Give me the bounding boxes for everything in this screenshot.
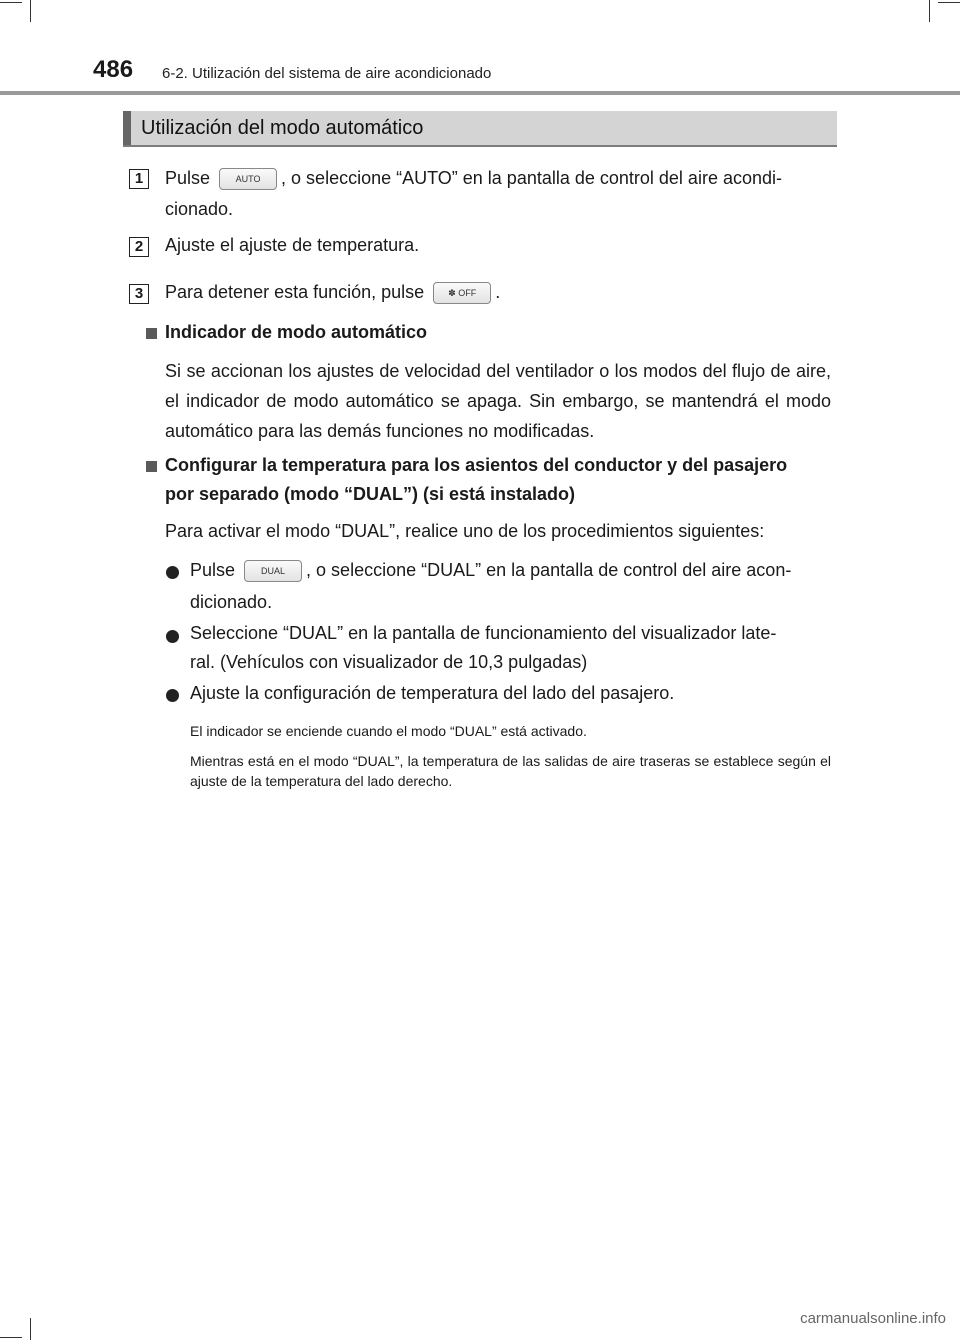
round-bullet-icon bbox=[166, 630, 179, 643]
section-title-accent bbox=[123, 111, 131, 145]
fan-off-button-icon: ✽ OFF bbox=[433, 282, 491, 304]
step-number-1: 1 bbox=[129, 169, 149, 189]
page-number: 486 bbox=[93, 56, 134, 83]
round-bullet-icon bbox=[166, 689, 179, 702]
crop-mark bbox=[0, 2, 22, 3]
dual-bullet-1-continuation: dicionado. bbox=[190, 592, 273, 612]
square-bullet-icon bbox=[146, 328, 157, 339]
step-1-post: , o seleccione “AUTO” en la pantalla de control del aire acondi- bbox=[281, 168, 782, 188]
auto-button-icon: AUTO bbox=[219, 168, 277, 190]
step-3-post: . bbox=[495, 282, 501, 302]
dual-button-icon: DUAL bbox=[244, 560, 302, 582]
step-2-text: Ajuste el ajuste de temperatura. bbox=[165, 235, 420, 255]
round-bullet-icon bbox=[166, 566, 179, 579]
indicator-body: Si se accionan los ajustes de velocidad del ventilador o los modos del flujo de aire, el indicador de modo automático se apaga. Sin embargo, se mantendrá el modo automático para las demás funciones no modificadas. bbox=[165, 361, 831, 441]
header-rule bbox=[0, 91, 960, 95]
dual-bullet-2-line-1: Seleccione “DUAL” en la pantalla de funcionamiento del visualizador late- bbox=[190, 623, 777, 643]
dual-bullet-1 bbox=[190, 560, 791, 582]
dual-bullet-1-post: , o seleccione “DUAL” en la pantalla de control del aire acon- bbox=[306, 560, 792, 580]
crop-mark bbox=[929, 0, 930, 22]
crop-mark bbox=[938, 2, 960, 3]
dual-heading-line-1: Configurar la temperatura para los asientos del conductor y del pasajero bbox=[165, 455, 788, 475]
step-3-pre: Para detener esta función, pulse bbox=[165, 282, 425, 302]
crop-mark bbox=[0, 1337, 22, 1338]
step-3-text bbox=[165, 282, 500, 304]
dual-bullet-3: Ajuste la configuración de temperatura del lado del pasajero. bbox=[190, 683, 675, 703]
step-1-pre: Pulse bbox=[165, 168, 211, 188]
dual-heading-line-2: por separado (modo “DUAL”) (si está instalado) bbox=[165, 484, 576, 504]
section-title: Utilización del modo automático bbox=[141, 117, 424, 139]
crop-mark bbox=[30, 1318, 31, 1340]
step-number-3: 3 bbox=[129, 284, 149, 304]
step-number-2: 2 bbox=[129, 237, 149, 257]
section-title-bar bbox=[123, 111, 837, 147]
dual-bullet-2-line-2: ral. (Vehículos con visualizador de 10,3 pulgadas) bbox=[190, 652, 588, 672]
dual-intro: Para activar el modo “DUAL”, realice uno de los procedimientos siguientes: bbox=[165, 521, 765, 541]
step-1-text bbox=[165, 168, 782, 190]
crop-mark bbox=[30, 0, 31, 22]
running-head: 6-2. Utilización del sistema de aire acondicionado bbox=[162, 65, 492, 82]
indicator-heading: Indicador de modo automático bbox=[165, 322, 428, 342]
dual-note-2: Mientras está en el modo “DUAL”, la temperatura de las salidas de aire traseras se establece según el ajuste de la temperatura del lado derecho. bbox=[190, 753, 831, 789]
square-bullet-icon bbox=[146, 461, 157, 472]
dual-note-1: El indicador se enciende cuando el modo “DUAL” está activado. bbox=[190, 723, 587, 739]
dual-bullet-1-pre: Pulse bbox=[190, 560, 236, 580]
step-1-continuation: cionado. bbox=[165, 199, 234, 219]
footer-watermark: carmanualsonline.info bbox=[800, 1310, 946, 1327]
